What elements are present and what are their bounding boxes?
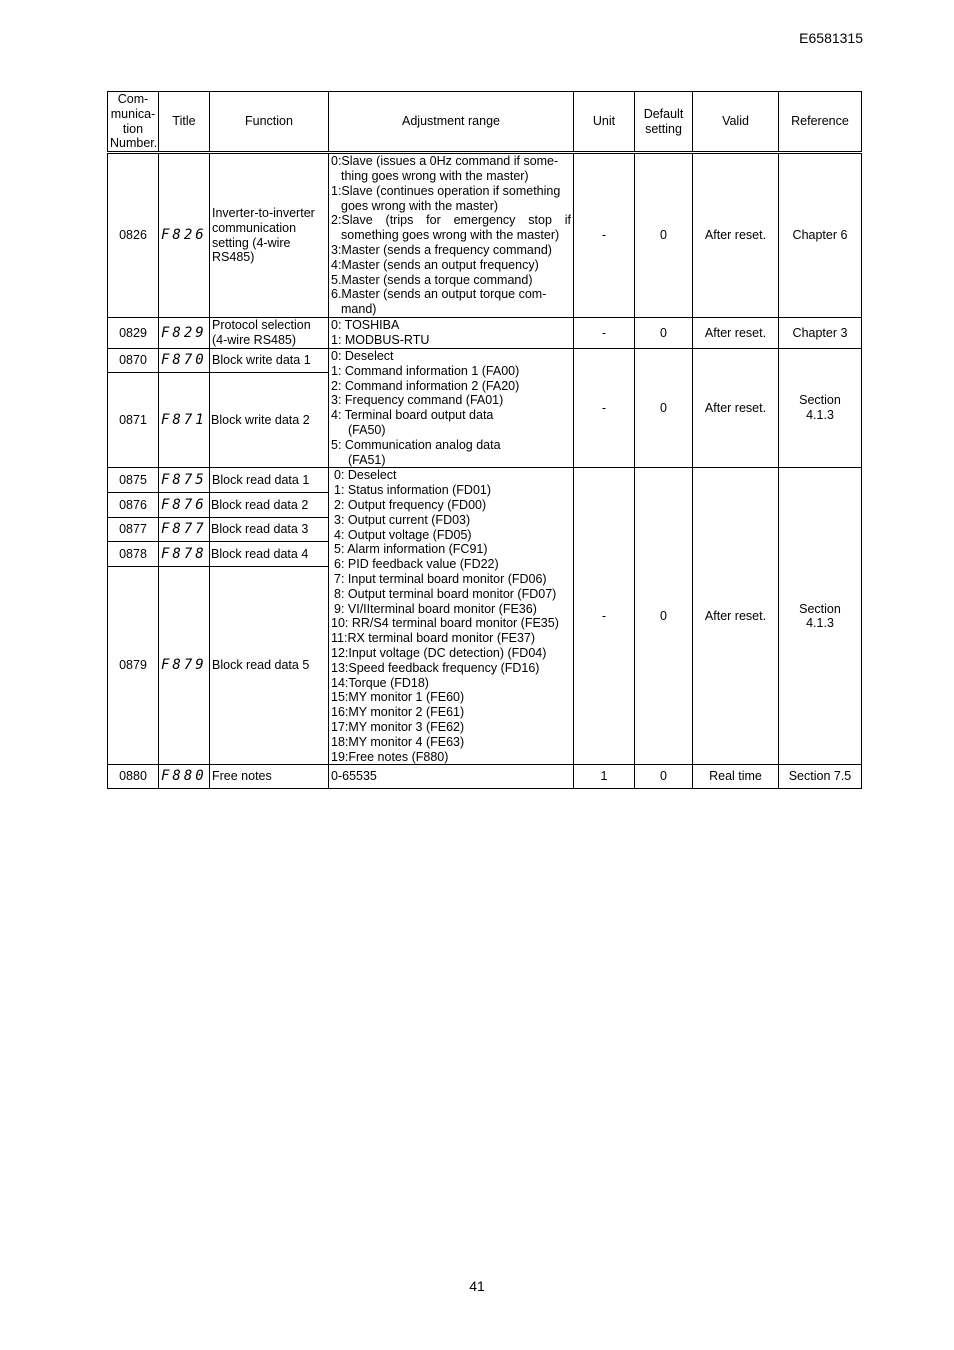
header-row [108, 92, 862, 153]
header-reference: Reference [779, 92, 862, 153]
valid-cell: After reset. [693, 468, 779, 765]
reference-cell: Chapter 6 [779, 153, 862, 318]
parameter-title: F870 [159, 348, 210, 372]
function-cell: Block write data 1 [210, 348, 329, 372]
function-cell: Free notes [210, 765, 329, 789]
table-row [108, 468, 862, 493]
default-cell: 0 [635, 765, 693, 789]
parameter-title: F826 [159, 153, 210, 318]
reference-cell: Section 4.1.3 [779, 468, 862, 765]
default-cell: 0 [635, 317, 693, 348]
header-title: Title [159, 92, 210, 153]
function-cell: Protocol selection (4-wire RS485) [210, 317, 329, 348]
header-function: Function [210, 92, 329, 153]
parameter-title: F880 [159, 765, 210, 789]
comm-number: 0880 [108, 765, 159, 789]
valid-cell: After reset. [693, 153, 779, 318]
unit-cell: - [574, 317, 635, 348]
default-cell: 0 [635, 348, 693, 467]
header-comm-number: Com- munica- tion Number. [108, 92, 159, 153]
range-cell: 0: Deselect 1: Status information (FD01) 2: Output frequency (FD00) 3: Output current (FD03) 4: Output voltage (FD05) 5: Alarm information (FC91) 6: PID feedback value (FD22) 7: Input terminal board monitor (FD06) 8: Output terminal board monitor (FD07) 9: VI/IIterminal board monitor (FE36) 10: RR/S4 terminal board monitor (FE35) 11:RX terminal board monitor (FE37) 12:Input voltage (DC detection) (FD04) 13:Speed feedback frequency (FD16) 14:Torque (FD18) 15:MY monitor 1 (FE60) 16:MY monitor 2 (FE61) 17:MY monitor 3 (FE62) 18:MY monitor 4 (FE63) 19:Free notes (F880) [329, 468, 574, 765]
valid-cell: After reset. [693, 317, 779, 348]
range-cell: 0:Slave (issues a 0Hz command if some- thing goes wrong with the master) 1:Slave (continues operation if something goes wrong with the master) 2:Slave (trips for emergency stop if something goes wrong with the master) 3:Master (sends a frequency command) 4:Master (sends an output frequency) 5.Master (sends a torque command) 6.Master (sends an output torque com- mand) [329, 153, 574, 318]
function-cell: Block read data 1 [210, 468, 329, 493]
function-cell: Block write data 2 [210, 373, 329, 468]
parameter-title: F877 [159, 518, 210, 542]
header-range: Adjustment range [329, 92, 574, 153]
comm-number: 0829 [108, 317, 159, 348]
default-cell: 0 [635, 153, 693, 318]
function-cell: Inverter-to-inverter communication setting (4-wire RS485) [210, 153, 329, 318]
function-cell: Block read data 4 [210, 542, 329, 567]
comm-number: 0879 [108, 567, 159, 765]
parameter-title: F871 [159, 373, 210, 468]
comm-number: 0878 [108, 542, 159, 567]
comm-number: 0871 [108, 373, 159, 468]
unit-cell: - [574, 468, 635, 765]
header-unit: Unit [574, 92, 635, 153]
reference-cell: Section 4.1.3 [779, 348, 862, 467]
function-cell: Block read data 3 [210, 518, 329, 542]
reference-cell: Chapter 3 [779, 317, 862, 348]
default-cell: 0 [635, 468, 693, 765]
comm-number: 0876 [108, 493, 159, 518]
table-row [108, 765, 862, 789]
header-default: Default setting [635, 92, 693, 153]
valid-cell: Real time [693, 765, 779, 789]
unit-cell: - [574, 348, 635, 467]
table-row [108, 153, 862, 318]
comm-number: 0875 [108, 468, 159, 493]
unit-cell: 1 [574, 765, 635, 789]
parameter-title: F878 [159, 542, 210, 567]
table-row [108, 317, 862, 348]
parameter-title: F879 [159, 567, 210, 765]
function-cell: Block read data 5 [210, 567, 329, 765]
reference-cell: Section 7.5 [779, 765, 862, 789]
parameter-title: F829 [159, 317, 210, 348]
valid-cell: After reset. [693, 348, 779, 467]
comm-number: 0877 [108, 518, 159, 542]
range-cell: 0: TOSHIBA 1: MODBUS-RTU [329, 317, 574, 348]
parameter-title: F875 [159, 468, 210, 493]
document-id: E6581315 [799, 30, 863, 46]
header-valid: Valid [693, 92, 779, 153]
parameter-title: F876 [159, 493, 210, 518]
comm-number: 0826 [108, 153, 159, 318]
comm-number: 0870 [108, 348, 159, 372]
unit-cell: - [574, 153, 635, 318]
range-cell: 0: Deselect 1: Command information 1 (FA00) 2: Command information 2 (FA20) 3: Frequency command (FA01) 4: Terminal board output data (FA50) 5: Communication analog data (FA51) [329, 348, 574, 467]
function-cell: Block read data 2 [210, 493, 329, 518]
table-row [108, 348, 862, 372]
range-cell: 0-65535 [329, 765, 574, 789]
parameter-table [107, 91, 862, 789]
page-number: 41 [469, 1278, 485, 1294]
